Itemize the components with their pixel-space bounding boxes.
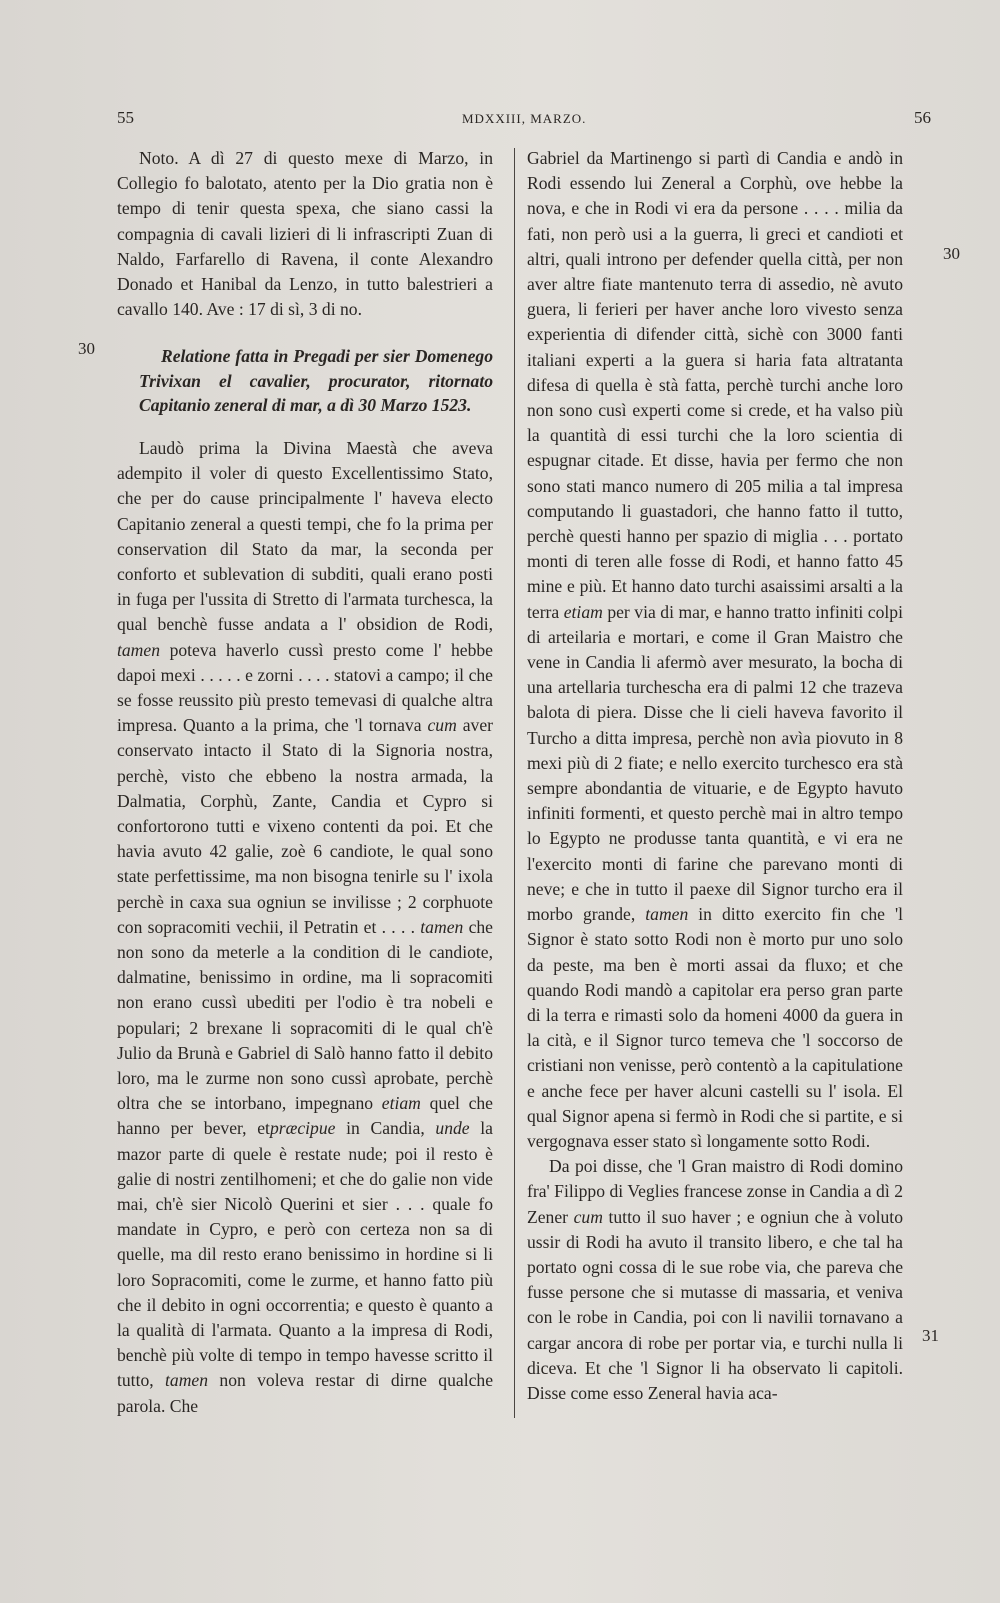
italic-term: tamen [165, 1370, 209, 1391]
text-run: per via di mar, e hanno tratto infiniti colpi di arteilaria e mortari, e come il Gran Maistro che vene in Candia li afermò aver mesurato, la bocha di una artellaria turchescha era di palmi 12 che trazeva balota di piera. Disse che li cieli haveva favorito il Turcho a ditta impresa, perchè non avìa piovuto in 8 mexi più di 2 fiate; e nello exercito turchesco era stà sempre abondantia de vituarie, e de Egypto havuto infiniti formenti, et questo perchè mai in altro tempo lo Egypto ne produsse tanta quantità, e vi era ne l'exercito monti di farine che parevano monti di neve; e che in tutto il paexe dil Signor turcho era il morbo grande, [527, 601, 903, 925]
italic-term: tamen [117, 639, 160, 660]
text-run: Da poi disse, che 'l Gran maistro di Rodi domino fra' Filippo di Veglies francese zonse in Candia a dì 2 Zener [527, 1156, 903, 1227]
spacer [117, 418, 493, 436]
margin-line-number-right-30: 30 [943, 244, 960, 263]
right-column [527, 146, 903, 1406]
text-run: la mazor parte di quele è restate nude; poi il resto è galie di nostri zentilhomeni; et che do galie non vide mai, ch'è sier Nicolò Querini et sier . . . quale fo mandate in Cypro, e però con certeza non sa di quelle, ma dil resto erano benissimo in hordine si li loro Sopracomiti, come le zurme, et hanno fatto più che il debito in ogni occorrentia; e questo è quanto a la qualità di l'armata. Quanto a la impresa di Rodi, benchè più volte di tempo in tempo havesse scritto il tutto, [117, 1118, 493, 1391]
note-paragraph: Noto. A dì 27 di questo mexe di Marzo, in Collegio fo balotato, atento per la Dio gratia non è tempo di tenir questa spexa, che siano cassi la compagnia di cavali lizieri di li infrascripti Zuan di Naldo, Farfarello di Ravena, il conte Alexandro Donado et Hanibal da Lenzo, in tutto balestrieri a cavallo 140. Ave : 17 di sì, 3 di no. [117, 148, 493, 320]
italic-term: tamen [645, 904, 689, 925]
italic-term: etiam [381, 1093, 421, 1114]
text-run: quel che hanno per bever, et [117, 1093, 493, 1139]
text-run: che non sono da meterle a la condition di le candiote, dalmatine, benissimo in ordine, ma li sopracomiti non erano cussì ubediti per l'odio è tra nobeli e populari; 2 brexane li sopracomiti di le qual ch'è Julio da Brunà e Gabriel di Salò hanno fatto il debito loro, ma le zurme non sono cussì aprobate, perchè oltra che se intorbano, impegnano [117, 916, 493, 1114]
text-run: Laudò prima la Divina Maestà che aveva adempito il voler di questo Excellentissimo Stato, che per do cause principalmente l' haveva electo Capitanio zeneral a questi tempi, che fo la prima per conservation dil Stato da mar, la seconda per conforto et sublevation di subditi, quali erano posti in fuga per l'ussita di Stretto di l'armata turchesca, la qual benchè fusse andata a l' obsidion de Rodi, [117, 437, 493, 635]
right-page-number: 56 [914, 108, 931, 127]
italic-term: præcipue [269, 1118, 336, 1139]
text-run: in Candia, [346, 1118, 425, 1139]
second-paragraph [527, 1154, 903, 1406]
section-heading: Relatione fatta in Pregadi per sier Domenego Trivixan el cavalier, procurator, ritornato Capitanio zeneral di mar, a dì 30 Marzo 1523. [139, 346, 493, 416]
italic-term: cum [573, 1206, 603, 1227]
left-column [117, 146, 493, 1419]
left-page-number: 55 [117, 108, 134, 127]
text-run: Gabriel da Martinengo si partì di Candia e andò in Rodi essendo lui Zeneral a Corphù, ove hebbe la nova, e che in Rodi vi era da persone . . . . milia da fati, non però usi a la guerra, li greci et candioti et altri, quali introno per defender quella città, per non aver altre fiate mantenuto terra di assedio, nè avuto guera, li ferieri per haver anche loro vivesto senza experientia di difender città, sichè con 3000 fanti italiani experti a la guera si haria fata altratanta difesa di quella è stà fatta, perchè turchi anche loro non sono cusì experti come si crede, et ha valso più la quantità di essi turchi che la loro scientia di espugnar citade. Et disse, havia per fermo che non sono stati manco numero di 205 milia a tal impresa computando li guastadori, che hanno fatto il tutto, perchè questi hanno per spazio di miglia . . . portato monti di teren alle fosse di Rodi, et hanno fatto 45 mine e più. Et hanno dato turchi asaissimi arsalti a la terra [527, 148, 903, 622]
text-run: in ditto exercito fin che 'l Signor è stato sotto Rodi non è morto pur uno solo da peste, ma ben è morti assai da fluxo; et che quando Rodi mandò a capitolar era perso gran parte di la terra e rimasti solo da homeni 4000 da guera in la cità, e il Signor turco temeva che 'l soccorso de cristiani non venisse, però contentò a la capitulatione e anche fece per haver alcuni castelli su l' isola. El qual Signor apena si fermò in Rodi che si partite, e si vergognava esser stato sì longamente sotto Rodi. [527, 904, 904, 1151]
margin-line-number-right-31: 31 [922, 1326, 939, 1345]
relation-paragraph [117, 436, 493, 1419]
spacer [117, 322, 493, 344]
italic-term: unde [435, 1118, 470, 1139]
italic-term: etiam [563, 601, 603, 622]
text-run: aver conservato intacto il Stato di la Signoria nostra, perchè, visto che ebbeno la nostra armada, la Dalmatia, Corphù, Zante, Candia et Cypro si confortorono tutti e vixeno contenti da poi. Et che havia avuto 42 galie, zoè 6 candiote, le qual sono state perfettissime, ma non bisogna tenirle su l' ixola perchè in caxa sua ogniun se invilisse ; 2 corphuote con sopracomiti vechii, il Petratin et . . . . [117, 715, 493, 937]
text-run: poteva haverlo cussì presto come l' hebbe dapoi mexi . . . . . e zorni . . . . statovi a campo; il che se fosse reussito più presto temevasi di qualche altra impresa. Quanto a la prima, che 'l tornava [117, 639, 493, 736]
continued-paragraph [527, 146, 903, 1154]
text-run: non voleva restar di dirne qualche parola. Che [117, 1370, 494, 1416]
italic-term: tamen [420, 916, 464, 937]
text-run: tutto il suo haver ; e ogniun che à voluto ussir di Rodi ha avuto il transito libero, e che tal ha portato ogni cossa di le sue robe via, che pareva che fusse persone che si mutasse di massaria, et veniva con le robe in Candia, poi con li navilii tornavano a cargar ancora di robe per portar via, e turchi nulla li diceva. Et che 'l Signor li ha observato li capitoli. Disse come esso Zeneral havia aca- [527, 1206, 903, 1403]
column-divider [514, 148, 515, 1418]
margin-line-number-left-30: 30 [78, 339, 95, 358]
running-head: MDXXIII, MARZO. [462, 111, 587, 126]
italic-term: cum [427, 715, 457, 736]
